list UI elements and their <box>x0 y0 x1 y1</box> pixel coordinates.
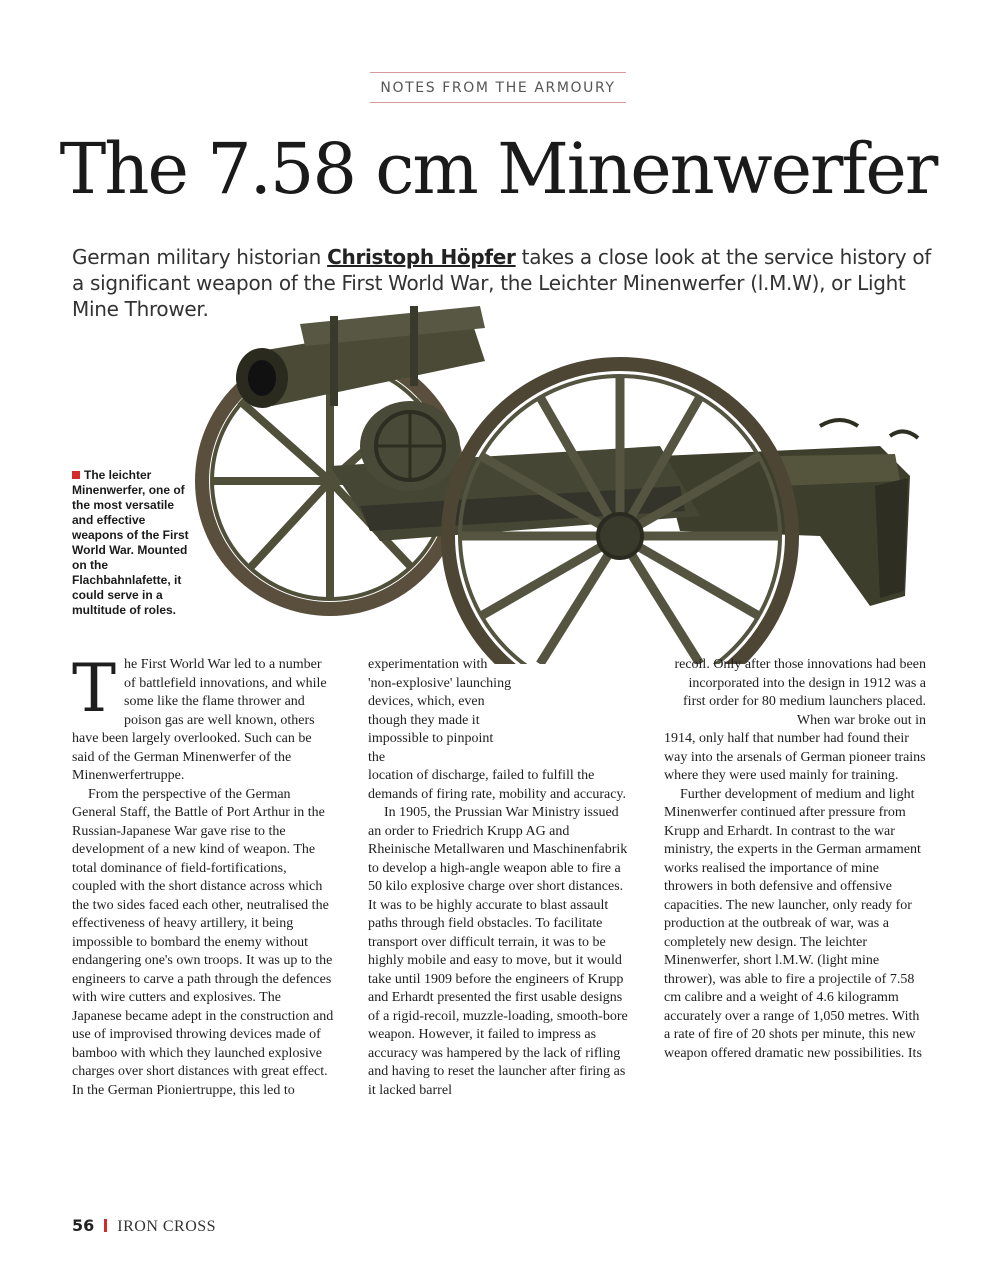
kicker-rule-bottom <box>370 102 626 103</box>
section-kicker <box>370 72 626 103</box>
footer-divider <box>104 1219 107 1232</box>
paragraph-text: he First World War led to a number of battlefield innovations, and while some like the flame thrower and poison gas are well known, others have been largely overlooked. Such can be said of the German Minenwerfer of the Minenwerfertruppe. <box>72 657 327 783</box>
article-title: The 7.58 cm Minenwerfer <box>59 128 937 210</box>
paragraph: From the perspective of the German General Staff, the Battle of Port Arthur in the Russian-Japanese War gave rise to the development of a new kind of weapon. The total dominance of field-fortifications, coupled with the short distance across which the two sides faced each other, neutralised the effectiveness of heavy artillery, it being impossible to bombard the enemy without endangering one's own troops. It was up to the engineers to carve a path through the defences with wire cutters and explosives. The Japanese became adept in the construction and use of improvised throwing devices made of bamboo with which they launched explosive charges over short distances with great effect. In the German Pioniertruppe, this led to <box>72 786 334 1098</box>
caption-marker <box>72 471 80 479</box>
paragraph: In 1905, the Prussian War Ministry issued an order to Friedrich Krupp AG and Rheinische Metallwaren und Maschinenfabrik to develop a high-angle weapon able to fire a 50 kilo explosive charge over short distances. It was to be highly accurate to blast assault paths through field obstacles. To facilitate transport over difficult terrain, it was to be highly mobile and easy to move, but it would take until 1909 before the engineers of Krupp and Erhardt presented the first usable designs of a rigid-recoil, muzzle-loading, smooth-bore weapon. However, it failed to impress as accuracy was hampered by the lack of rifling and having to reset the launcher after firing as it lacked barrel <box>368 805 628 1098</box>
mortar-barrel <box>236 306 485 408</box>
photo-caption <box>72 468 192 618</box>
paragraph <box>72 650 334 786</box>
standfirst-intro: German military historian <box>72 245 328 269</box>
magazine-name: IRON CROSS <box>117 1218 217 1235</box>
paragraph: 1914, only half that number had found their way into the arsenals of German pioneer trains where they were used mainly for training. <box>664 731 926 783</box>
caption-text: The leichter Minenwerfer, one of the most versatile and effective weapons of the First World War. Mounted on the Flachbahnlafette, it could serve in a multitude of roles. <box>72 468 189 617</box>
page-footer <box>72 1216 216 1236</box>
page-number: 56 <box>72 1216 95 1235</box>
standfirst-rest: takes a close look at the service history of a significant weapon of the First World War, the Leichter Minenwerfer (l.M.W), or Light Mine Thrower. <box>72 245 932 321</box>
paragraph: location of discharge, failed to fulfill the demands of firing rate, mobility and accuracy. <box>368 768 626 802</box>
body-column-3 <box>664 656 926 1063</box>
author-link[interactable]: Christoph Höpfer <box>327 245 516 269</box>
paragraph-wrap-part: experimentation with 'non-explosive' launching devices, which, even though they made it impossible to pinpoint the <box>368 657 512 765</box>
paragraph: Further development of medium and light Minenwerfer continued after pressure from Krupp and Erhardt. In contrast to the war ministry, the experts in the German armament works realised the importance of mine throwers in both defensive and offensive capacities. The new launcher, only ready for production at the outbreak of war, was a completely new design. The leichter Minenwerfer, short l.M.W. (light mine thrower), was able to fire a projectile of 7.58 cm calibre and a weight of 4.6 kilogramm accurately over a range of 1,050 metres. With a rate of fire of 20 shots per minute, this new weapon offered dramatic new possibilities. Its <box>664 786 922 1061</box>
body-column-1 <box>72 650 334 1100</box>
minenwerfer-photo <box>180 306 940 664</box>
kicker-text: NOTES FROM THE ARMOURY <box>380 80 616 96</box>
body-column-2 <box>368 656 630 1100</box>
drop-cap: T <box>72 650 117 727</box>
paragraph-wrap-part: recoil. Only after those innovations had been incorporated into the design in 1912 was a first order for 80 medium launchers placed. When war broke out in <box>674 657 926 728</box>
